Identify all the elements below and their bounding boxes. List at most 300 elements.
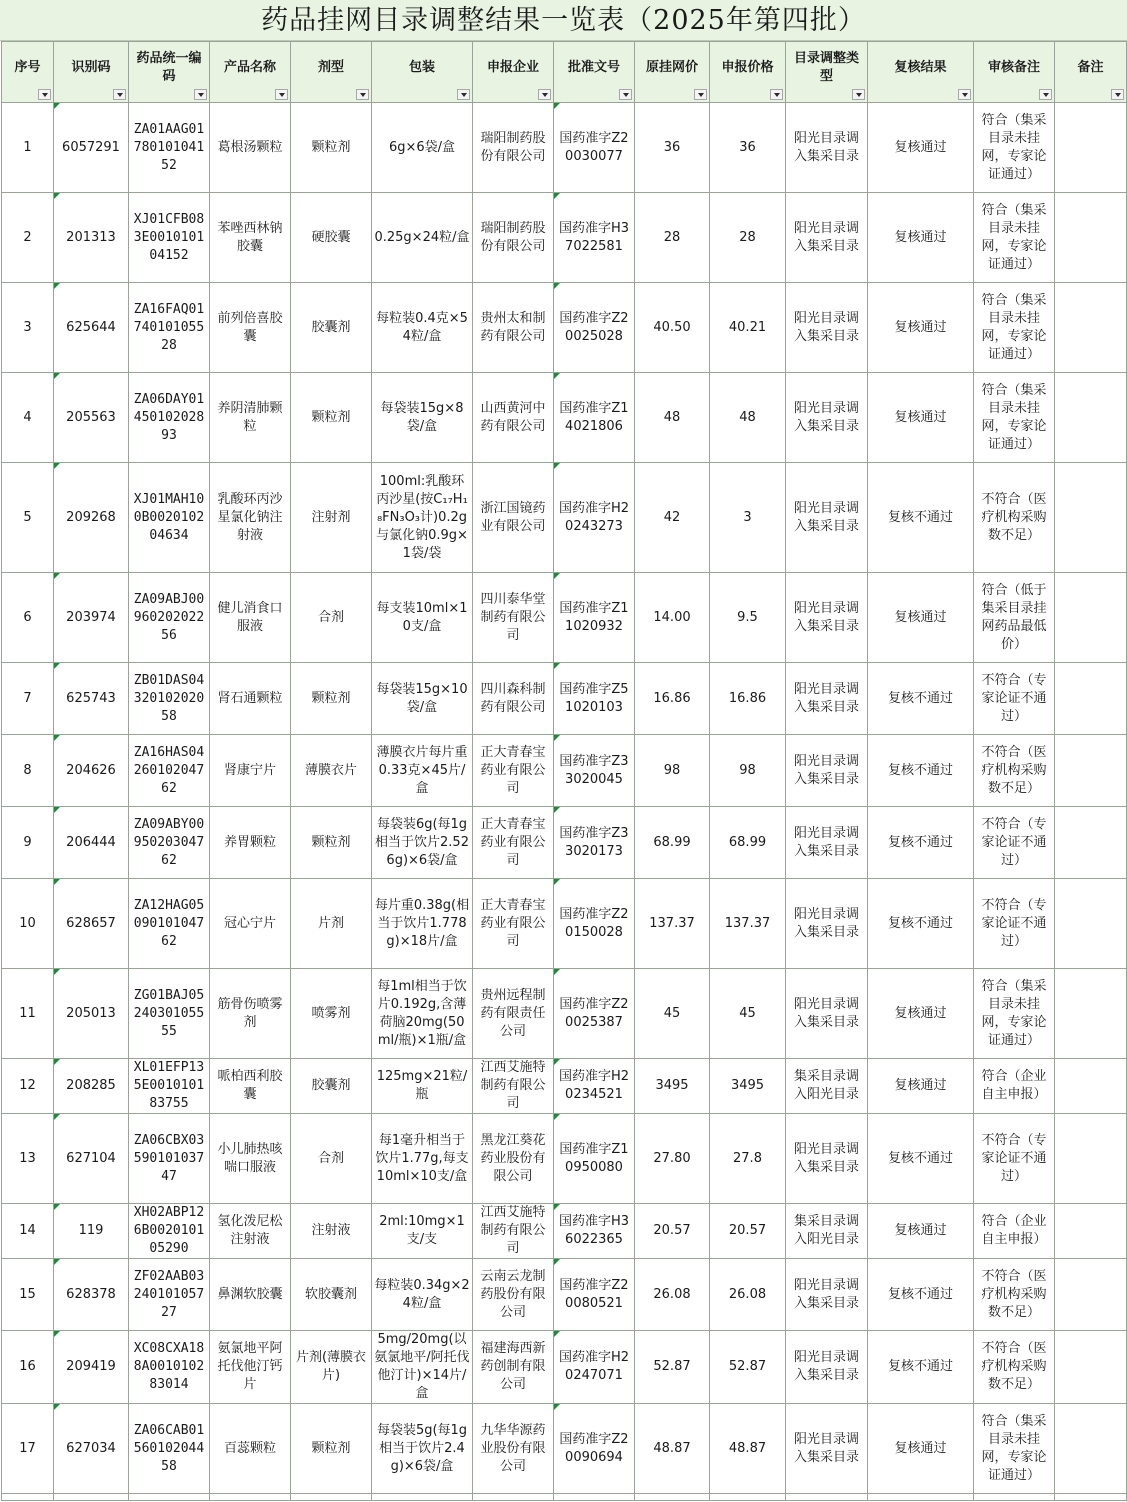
empty-cell[interactable]: [635, 1494, 710, 1501]
col-adjust-type-cell[interactable]: 阳光目录调入集采目录: [786, 1404, 868, 1494]
col-company-cell[interactable]: 正大青春宝药业有限公司: [473, 807, 554, 879]
col-adjust-type-cell[interactable]: 集采目录调入阳光目录: [786, 1204, 868, 1259]
table-row: [2, 573, 1127, 663]
col-drug-code-cell[interactable]: XL01EFP135E0010101 83755: [129, 1059, 210, 1114]
table-row: [2, 1331, 1127, 1404]
col-approval-no-cell[interactable]: 国药准字H36022365: [554, 1204, 635, 1259]
col-orig-price-cell[interactable]: 42: [635, 463, 710, 573]
filter-dropdown-icon[interactable]: [852, 89, 865, 100]
col-orig-price-cell[interactable]: 36: [635, 103, 710, 193]
col-package-cell[interactable]: 100ml:乳酸环丙沙星(按C₁₇H₁₈FN₃O₃计)0.2g与氯化钠0.9g×1袋/袋: [372, 463, 473, 573]
col-package-header: [372, 42, 473, 103]
col-review-result-cell[interactable]: 复核通过: [868, 193, 974, 283]
col-dosage-form-cell[interactable]: 合剂: [291, 1114, 372, 1204]
col-drug-code-cell[interactable]: ZA16FAQ01740101055 28: [129, 283, 210, 373]
col-drug-code-cell[interactable]: XJ01MAH100B0020102 04634: [129, 463, 210, 573]
col-product-name-cell[interactable]: 哌柏西利胶囊: [210, 1059, 291, 1114]
col-approval-no-header: [554, 42, 635, 103]
col-id-code-cell[interactable]: 625743: [54, 663, 129, 735]
col-review-note-cell[interactable]: 不符合（医疗机构采购数不足）: [974, 1259, 1055, 1331]
col-dosage-form-cell[interactable]: 片剂(薄膜衣片): [291, 1331, 372, 1404]
col-index-cell[interactable]: 16: [2, 1331, 54, 1404]
col-review-note-cell[interactable]: 不符合（专家论证不通过）: [974, 1114, 1055, 1204]
col-product-name-cell[interactable]: 肾石通颗粒: [210, 663, 291, 735]
col-drug-code-cell[interactable]: ZA12HAG05090101047 62: [129, 879, 210, 969]
col-dosage-form-cell[interactable]: 软胶囊剂: [291, 1259, 372, 1331]
col-orig-price-cell[interactable]: 48: [635, 373, 710, 463]
col-review-note-cell[interactable]: 符合（集采目录未挂网，专家论证通过）: [974, 193, 1055, 283]
col-package-cell[interactable]: 每片重0.38g(相当于饮片1.778g)×18片/盒: [372, 879, 473, 969]
col-adjust-type-cell[interactable]: 阳光目录调入集采目录: [786, 1114, 868, 1204]
col-adjust-type-cell[interactable]: 阳光目录调入集采目录: [786, 283, 868, 373]
col-orig-price-cell[interactable]: 3495: [635, 1059, 710, 1114]
col-index-cell[interactable]: 14: [2, 1204, 54, 1259]
col-review-result-cell[interactable]: 复核不通过: [868, 663, 974, 735]
col-adjust-type-cell[interactable]: 阳光目录调入集采目录: [786, 463, 868, 573]
empty-row: [2, 1494, 1127, 1501]
col-package-cell[interactable]: 6g×6袋/盒: [372, 103, 473, 193]
col-approval-no-cell[interactable]: 国药准字Z33020045: [554, 735, 635, 807]
col-company-cell[interactable]: 浙江国镜药业有限公司: [473, 463, 554, 573]
col-company-cell[interactable]: 山西黄河中药有限公司: [473, 373, 554, 463]
col-company-cell[interactable]: 贵州太和制药有限公司: [473, 283, 554, 373]
col-dosage-form-cell[interactable]: 胶囊剂: [291, 283, 372, 373]
col-product-name-cell[interactable]: 乳酸环丙沙星氯化钠注射液: [210, 463, 291, 573]
col-company-cell[interactable]: 江西艾施特制药有限公司: [473, 1059, 554, 1114]
sheet-title: 药品挂网目录调整结果一览表（2025年第四批）: [0, 0, 1127, 41]
col-approval-no-cell[interactable]: 国药准字Z20150028: [554, 879, 635, 969]
col-declared-price-cell[interactable]: 3495: [710, 1059, 786, 1114]
col-index-cell[interactable]: 15: [2, 1259, 54, 1331]
table-row: [2, 1114, 1127, 1204]
col-id-code-cell[interactable]: 628657: [54, 879, 129, 969]
filter-dropdown-icon[interactable]: [356, 89, 369, 100]
col-remark-cell[interactable]: [1055, 663, 1127, 735]
col-company-cell[interactable]: 福建海西新药创制有限公司: [473, 1331, 554, 1404]
filter-dropdown-icon[interactable]: [457, 89, 470, 100]
col-drug-code-cell[interactable]: ZB01DAS04320102020 58: [129, 663, 210, 735]
header-label: 产品名称: [223, 60, 276, 75]
col-declared-price-cell[interactable]: 48.87: [710, 1404, 786, 1494]
col-id-code-cell[interactable]: 6057291: [54, 103, 129, 193]
col-product-name-cell[interactable]: 鼻渊软胶囊: [210, 1259, 291, 1331]
col-drug-code-cell[interactable]: ZA06CBX03590101037 47: [129, 1114, 210, 1204]
col-index-cell[interactable]: 12: [2, 1059, 54, 1114]
col-index-cell[interactable]: 7: [2, 663, 54, 735]
col-product-name-cell[interactable]: 小儿肺热咳喘口服液: [210, 1114, 291, 1204]
table-row: [2, 1404, 1127, 1494]
col-remark-cell[interactable]: [1055, 193, 1127, 283]
col-approval-no-cell[interactable]: 国药准字Z20090694: [554, 1404, 635, 1494]
col-dosage-form-cell[interactable]: 颗粒剂: [291, 373, 372, 463]
col-drug-code-cell[interactable]: ZA09ABY00950203047 62: [129, 807, 210, 879]
table-row: [2, 663, 1127, 735]
col-remark-cell[interactable]: [1055, 1259, 1127, 1331]
filter-dropdown-icon[interactable]: [619, 89, 632, 100]
col-remark-cell[interactable]: [1055, 283, 1127, 373]
col-product-name-cell[interactable]: 健儿消食口服液: [210, 573, 291, 663]
col-review-note-cell[interactable]: 符合（集采目录未挂网，专家论证通过）: [974, 373, 1055, 463]
col-review-result-cell[interactable]: 复核不通过: [868, 1259, 974, 1331]
col-remark-cell[interactable]: [1055, 463, 1127, 573]
col-drug-code-cell[interactable]: ZG01BAJ05240301055 55: [129, 969, 210, 1059]
table-row: [2, 879, 1127, 969]
col-declared-price-cell[interactable]: 36: [710, 103, 786, 193]
col-orig-price-cell[interactable]: 26.08: [635, 1259, 710, 1331]
col-review-result-cell[interactable]: 复核通过: [868, 103, 974, 193]
filter-dropdown-icon[interactable]: [694, 89, 707, 100]
col-product-name-cell[interactable]: 葛根汤颗粒: [210, 103, 291, 193]
empty-cell[interactable]: [372, 1494, 473, 1501]
col-declared-price-cell[interactable]: 20.57: [710, 1204, 786, 1259]
col-dosage-form-cell[interactable]: 硬胶囊: [291, 193, 372, 283]
col-adjust-type-cell[interactable]: 阳光目录调入集采目录: [786, 969, 868, 1059]
col-review-note-cell[interactable]: 不符合（专家论证不通过）: [974, 879, 1055, 969]
col-index-cell[interactable]: 10: [2, 879, 54, 969]
col-id-code-cell[interactable]: 205013: [54, 969, 129, 1059]
col-adjust-type-cell[interactable]: 阳光目录调入集采目录: [786, 879, 868, 969]
col-id-code-cell[interactable]: 628378: [54, 1259, 129, 1331]
col-dosage-form-cell[interactable]: 薄膜衣片: [291, 735, 372, 807]
table-row: [2, 283, 1127, 373]
col-adjust-type-cell[interactable]: 阳光目录调入集采目录: [786, 807, 868, 879]
col-id-code-cell[interactable]: 209419: [54, 1331, 129, 1404]
table-row: [2, 735, 1127, 807]
col-adjust-type-cell[interactable]: 集采目录调入阳光目录: [786, 1059, 868, 1114]
col-package-cell[interactable]: 5mg/20mg(以氨氯地平/阿托伐他汀计)×14片/盒: [372, 1331, 473, 1404]
col-index-cell[interactable]: 3: [2, 283, 54, 373]
col-approval-no-cell[interactable]: 国药准字Z11020932: [554, 573, 635, 663]
col-declared-price-cell[interactable]: 9.5: [710, 573, 786, 663]
col-index-cell[interactable]: 17: [2, 1404, 54, 1494]
col-orig-price-cell[interactable]: 40.50: [635, 283, 710, 373]
col-orig-price-cell[interactable]: 137.37: [635, 879, 710, 969]
col-id-code-cell[interactable]: 205563: [54, 373, 129, 463]
col-package-cell[interactable]: 薄膜衣片每片重0.33克×45片/盒: [372, 735, 473, 807]
col-id-code-cell[interactable]: 627104: [54, 1114, 129, 1204]
col-remark-cell[interactable]: [1055, 879, 1127, 969]
col-approval-no-cell[interactable]: 国药准字H37022581: [554, 193, 635, 283]
col-approval-no-cell[interactable]: 国药准字Z33020173: [554, 807, 635, 879]
filter-dropdown-icon[interactable]: [38, 89, 51, 100]
col-declared-price-cell[interactable]: 48: [710, 373, 786, 463]
col-review-note-cell[interactable]: 不符合（医疗机构采购数不足）: [974, 463, 1055, 573]
empty-cell[interactable]: [2, 1494, 54, 1501]
col-product-name-cell[interactable]: 养阴清肺颗粒: [210, 373, 291, 463]
col-orig-price-cell[interactable]: 68.99: [635, 807, 710, 879]
col-package-cell[interactable]: 每袋装6g(每1g相当于饮片2.526g)×6袋/盒: [372, 807, 473, 879]
col-review-note-cell[interactable]: 符合（集采目录未挂网，专家论证通过）: [974, 283, 1055, 373]
col-index-cell[interactable]: 13: [2, 1114, 54, 1204]
col-company-cell[interactable]: 云南云龙制药股份有限公司: [473, 1259, 554, 1331]
empty-cell[interactable]: [291, 1494, 372, 1501]
col-company-cell[interactable]: 黑龙江葵花药业股份有限公司: [473, 1114, 554, 1204]
col-approval-no-cell[interactable]: 国药准字Z20025387: [554, 969, 635, 1059]
col-package-cell[interactable]: 0.25g×24粒/盒: [372, 193, 473, 283]
col-product-name-cell[interactable]: 百蕊颗粒: [210, 1404, 291, 1494]
header-row: [2, 42, 1127, 103]
col-declared-price-cell[interactable]: 137.37: [710, 879, 786, 969]
col-approval-no-cell[interactable]: 国药准字H20247071: [554, 1331, 635, 1404]
col-package-cell[interactable]: 每粒装0.4克×54粒/盒: [372, 283, 473, 373]
col-review-note-cell[interactable]: 符合（企业自主申报）: [974, 1059, 1055, 1114]
col-product-name-cell[interactable]: 肾康宁片: [210, 735, 291, 807]
empty-cell[interactable]: [1055, 1494, 1127, 1501]
col-orig-price-cell[interactable]: 27.80: [635, 1114, 710, 1204]
col-orig-price-cell[interactable]: 20.57: [635, 1204, 710, 1259]
col-dosage-form-cell[interactable]: 颗粒剂: [291, 807, 372, 879]
col-review-result-cell[interactable]: 复核通过: [868, 1204, 974, 1259]
col-dosage-form-cell[interactable]: 颗粒剂: [291, 1404, 372, 1494]
col-review-result-cell[interactable]: 复核不通过: [868, 735, 974, 807]
col-company-cell[interactable]: 九华华源药业股份有限公司: [473, 1404, 554, 1494]
col-dosage-form-cell[interactable]: 喷雾剂: [291, 969, 372, 1059]
empty-cell[interactable]: [54, 1494, 129, 1501]
col-adjust-type-cell[interactable]: 阳光目录调入集采目录: [786, 103, 868, 193]
col-id-code-cell[interactable]: 201313: [54, 193, 129, 283]
table-row: [2, 193, 1127, 283]
empty-cell[interactable]: [710, 1494, 786, 1501]
col-drug-code-cell[interactable]: ZA06CAB01560102044 58: [129, 1404, 210, 1494]
table-row: [2, 969, 1127, 1059]
table-row: [2, 463, 1127, 573]
col-review-result-cell[interactable]: 复核不通过: [868, 1331, 974, 1404]
col-remark-cell[interactable]: [1055, 1114, 1127, 1204]
col-package-cell[interactable]: 每支装10ml×10支/盒: [372, 573, 473, 663]
col-package-cell[interactable]: 每袋装5g(每1g相当于饮片2.4g)×6袋/盒: [372, 1404, 473, 1494]
col-adjust-type-cell[interactable]: 阳光目录调入集采目录: [786, 573, 868, 663]
col-index-cell[interactable]: 6: [2, 573, 54, 663]
col-declared-price-cell[interactable]: 26.08: [710, 1259, 786, 1331]
col-declared-price-cell[interactable]: 98: [710, 735, 786, 807]
col-company-cell[interactable]: 四川森科制药有限公司: [473, 663, 554, 735]
col-review-result-header: [868, 42, 974, 103]
col-remark-cell[interactable]: [1055, 103, 1127, 193]
empty-cell[interactable]: [554, 1494, 635, 1501]
col-drug-code-cell[interactable]: ZF02AAB03240101057 27: [129, 1259, 210, 1331]
col-review-note-cell[interactable]: 不符合（专家论证不通过）: [974, 807, 1055, 879]
filter-dropdown-icon[interactable]: [194, 89, 207, 100]
col-id-code-cell[interactable]: 206444: [54, 807, 129, 879]
col-review-note-header: [974, 42, 1055, 103]
col-orig-price-cell[interactable]: 52.87: [635, 1331, 710, 1404]
col-approval-no-cell[interactable]: 国药准字Z14021806: [554, 373, 635, 463]
col-remark-cell[interactable]: [1055, 1204, 1127, 1259]
col-remark-cell[interactable]: [1055, 573, 1127, 663]
col-approval-no-cell[interactable]: 国药准字Z20080521: [554, 1259, 635, 1331]
col-review-note-cell[interactable]: 符合（集采目录未挂网，专家论证通过）: [974, 103, 1055, 193]
col-index-cell[interactable]: 2: [2, 193, 54, 283]
col-review-result-cell[interactable]: 复核通过: [868, 1059, 974, 1114]
col-remark-header: [1055, 42, 1127, 103]
filter-dropdown-icon[interactable]: [1111, 89, 1124, 100]
col-dosage-form-cell[interactable]: 合剂: [291, 573, 372, 663]
header-label: 原挂网价: [645, 60, 698, 75]
col-approval-no-cell[interactable]: 国药准字H20243273: [554, 463, 635, 573]
col-review-result-cell[interactable]: 复核不通过: [868, 807, 974, 879]
col-review-result-cell[interactable]: 复核通过: [868, 373, 974, 463]
col-adjust-type-cell[interactable]: 阳光目录调入集采目录: [786, 1259, 868, 1331]
col-dosage-form-cell[interactable]: 片剂: [291, 879, 372, 969]
col-company-cell[interactable]: 江西艾施特制药有限公司: [473, 1204, 554, 1259]
col-review-note-cell[interactable]: 不符合（医疗机构采购数不足）: [974, 735, 1055, 807]
col-package-cell[interactable]: 每袋装15g×10袋/盒: [372, 663, 473, 735]
table-row: [2, 1204, 1127, 1259]
col-adjust-type-cell[interactable]: 阳光目录调入集采目录: [786, 193, 868, 283]
col-dosage-form-cell[interactable]: 颗粒剂: [291, 103, 372, 193]
col-review-note-cell[interactable]: 符合（集采目录未挂网，专家论证通过）: [974, 969, 1055, 1059]
col-review-note-cell[interactable]: 符合（集采目录未挂网，专家论证通过）: [974, 1404, 1055, 1494]
col-product-name-cell[interactable]: 前列倍喜胶囊: [210, 283, 291, 373]
col-declared-price-cell[interactable]: 28: [710, 193, 786, 283]
filter-dropdown-icon[interactable]: [1039, 89, 1052, 100]
empty-cell[interactable]: [786, 1494, 868, 1501]
col-review-result-cell[interactable]: 复核通过: [868, 1404, 974, 1494]
header-label: 识别码: [71, 60, 111, 75]
col-declared-price-cell[interactable]: 68.99: [710, 807, 786, 879]
col-package-cell[interactable]: 每粒装0.34g×24粒/盒: [372, 1259, 473, 1331]
col-declared-price-cell[interactable]: 40.21: [710, 283, 786, 373]
header-label: 审核备注: [987, 60, 1040, 75]
col-orig-price-cell[interactable]: 98: [635, 735, 710, 807]
col-package-cell[interactable]: 2ml:10mg×1支/支: [372, 1204, 473, 1259]
col-company-cell[interactable]: 正大青春宝药业有限公司: [473, 735, 554, 807]
filter-dropdown-icon[interactable]: [770, 89, 783, 100]
col-dosage-form-cell[interactable]: 注射剂: [291, 463, 372, 573]
col-review-note-cell[interactable]: 符合（企业自主申报）: [974, 1204, 1055, 1259]
col-approval-no-cell[interactable]: 国药准字Z20025028: [554, 283, 635, 373]
col-product-name-cell[interactable]: 氨氯地平阿托伐他汀钙片: [210, 1331, 291, 1404]
col-declared-price-cell[interactable]: 27.8: [710, 1114, 786, 1204]
col-company-cell[interactable]: 贵州远程制药有限责任公司: [473, 969, 554, 1059]
col-remark-cell[interactable]: [1055, 1331, 1127, 1404]
col-orig-price-cell[interactable]: 45: [635, 969, 710, 1059]
empty-cell[interactable]: [210, 1494, 291, 1501]
col-orig-price-cell[interactable]: 14.00: [635, 573, 710, 663]
header-label: 备注: [1077, 60, 1104, 75]
table-row: [2, 103, 1127, 193]
col-remark-cell[interactable]: [1055, 969, 1127, 1059]
col-remark-cell[interactable]: [1055, 735, 1127, 807]
col-drug-code-cell[interactable]: ZA16HAS04260102047 62: [129, 735, 210, 807]
col-id-code-header: [54, 42, 129, 103]
col-id-code-cell[interactable]: 625644: [54, 283, 129, 373]
col-company-cell[interactable]: 正大青春宝药业有限公司: [473, 879, 554, 969]
col-review-note-cell[interactable]: 不符合（医疗机构采购数不足）: [974, 1331, 1055, 1404]
col-approval-no-cell[interactable]: 国药准字H20234521: [554, 1059, 635, 1114]
col-product-name-cell[interactable]: 养胃颗粒: [210, 807, 291, 879]
empty-cell[interactable]: [868, 1494, 974, 1501]
col-declared-price-cell[interactable]: 45: [710, 969, 786, 1059]
col-approval-no-cell[interactable]: 国药准字Z51020103: [554, 663, 635, 735]
col-id-code-cell[interactable]: 208285: [54, 1059, 129, 1114]
col-product-name-cell[interactable]: 冠心宁片: [210, 879, 291, 969]
col-review-note-cell[interactable]: 不符合（专家论证不通过）: [974, 663, 1055, 735]
col-company-header: [473, 42, 554, 103]
col-review-result-cell[interactable]: 复核不通过: [868, 879, 974, 969]
col-declared-price-cell[interactable]: 52.87: [710, 1331, 786, 1404]
col-index-cell[interactable]: 9: [2, 807, 54, 879]
col-dosage-form-cell[interactable]: 胶囊剂: [291, 1059, 372, 1114]
col-id-code-cell[interactable]: 204626: [54, 735, 129, 807]
empty-cell[interactable]: [473, 1494, 554, 1501]
col-drug-code-cell[interactable]: XJ01CFB083E0010101 04152: [129, 193, 210, 283]
col-company-cell[interactable]: 四川泰华堂制药有限公司: [473, 573, 554, 663]
header-label: 申报价格: [721, 60, 774, 75]
col-adjust-type-cell[interactable]: 阳光目录调入集采目录: [786, 663, 868, 735]
col-company-cell[interactable]: 瑞阳制药股份有限公司: [473, 103, 554, 193]
col-review-result-cell[interactable]: 复核不通过: [868, 1114, 974, 1204]
table-row: [2, 373, 1127, 463]
col-index-cell[interactable]: 1: [2, 103, 54, 193]
col-dosage-form-cell[interactable]: 注射液: [291, 1204, 372, 1259]
empty-cell[interactable]: [129, 1494, 210, 1501]
col-declared-price-cell[interactable]: 16.86: [710, 663, 786, 735]
col-review-result-cell[interactable]: 复核通过: [868, 573, 974, 663]
col-index-cell[interactable]: 8: [2, 735, 54, 807]
col-remark-cell[interactable]: [1055, 807, 1127, 879]
col-id-code-cell[interactable]: 627034: [54, 1404, 129, 1494]
col-product-name-cell[interactable]: 筋骨伤喷雾剂: [210, 969, 291, 1059]
col-drug-code-cell[interactable]: ZA01AAG01780101041 52: [129, 103, 210, 193]
col-orig-price-cell[interactable]: 16.86: [635, 663, 710, 735]
col-dosage-form-cell[interactable]: 颗粒剂: [291, 663, 372, 735]
col-review-note-cell[interactable]: 符合（低于集采目录挂网药品最低价）: [974, 573, 1055, 663]
col-review-result-cell[interactable]: 复核通过: [868, 969, 974, 1059]
col-adjust-type-cell[interactable]: 阳光目录调入集采目录: [786, 1331, 868, 1404]
col-remark-cell[interactable]: [1055, 373, 1127, 463]
header-label: 批准文号: [567, 60, 620, 75]
col-orig-price-cell[interactable]: 48.87: [635, 1404, 710, 1494]
col-adjust-type-cell[interactable]: 阳光目录调入集采目录: [786, 735, 868, 807]
col-package-cell[interactable]: 125mg×21粒/瓶: [372, 1059, 473, 1114]
empty-cell[interactable]: [974, 1494, 1055, 1501]
col-company-cell[interactable]: 瑞阳制药股份有限公司: [473, 193, 554, 283]
header-label: 序号: [14, 60, 41, 75]
col-product-name-cell[interactable]: 苯唑西林钠胶囊: [210, 193, 291, 283]
filter-dropdown-icon[interactable]: [275, 89, 288, 100]
col-id-code-cell[interactable]: 209268: [54, 463, 129, 573]
col-remark-cell[interactable]: [1055, 1059, 1127, 1114]
col-adjust-type-cell[interactable]: 阳光目录调入集采目录: [786, 373, 868, 463]
filter-dropdown-icon[interactable]: [113, 89, 126, 100]
col-review-result-cell[interactable]: 复核不通过: [868, 463, 974, 573]
col-drug-code-cell[interactable]: XH02ABP126B0020101 05290: [129, 1204, 210, 1259]
col-remark-cell[interactable]: [1055, 1404, 1127, 1494]
col-review-result-cell[interactable]: 复核通过: [868, 283, 974, 373]
col-index-cell[interactable]: 4: [2, 373, 54, 463]
col-product-name-cell[interactable]: 氢化泼尼松注射液: [210, 1204, 291, 1259]
col-index-cell[interactable]: 5: [2, 463, 54, 573]
col-declared-price-cell[interactable]: 3: [710, 463, 786, 573]
filter-dropdown-icon[interactable]: [538, 89, 551, 100]
col-approval-no-cell[interactable]: 国药准字Z10950080: [554, 1114, 635, 1204]
col-drug-code-cell[interactable]: ZA06DAY01450102028 93: [129, 373, 210, 463]
col-product-name-header: [210, 42, 291, 103]
col-package-cell[interactable]: 每1毫升相当于饮片1.77g,每支10ml×10支/盒: [372, 1114, 473, 1204]
col-drug-code-cell[interactable]: ZA09ABJ00960202022 56: [129, 573, 210, 663]
filter-dropdown-icon[interactable]: [958, 89, 971, 100]
col-drug-code-cell[interactable]: XC08CXA188A0010102 83014: [129, 1331, 210, 1404]
col-package-cell[interactable]: 每1ml相当于饮片0.192g,含薄荷脑20mg(50ml/瓶)×1瓶/盒: [372, 969, 473, 1059]
col-index-cell[interactable]: 11: [2, 969, 54, 1059]
col-package-cell[interactable]: 每袋装15g×8袋/盒: [372, 373, 473, 463]
col-id-code-cell[interactable]: 203974: [54, 573, 129, 663]
col-id-code-cell[interactable]: 119: [54, 1204, 129, 1259]
col-approval-no-cell[interactable]: 国药准字Z20030077: [554, 103, 635, 193]
col-orig-price-cell[interactable]: 28: [635, 193, 710, 283]
table-row: [2, 1259, 1127, 1331]
